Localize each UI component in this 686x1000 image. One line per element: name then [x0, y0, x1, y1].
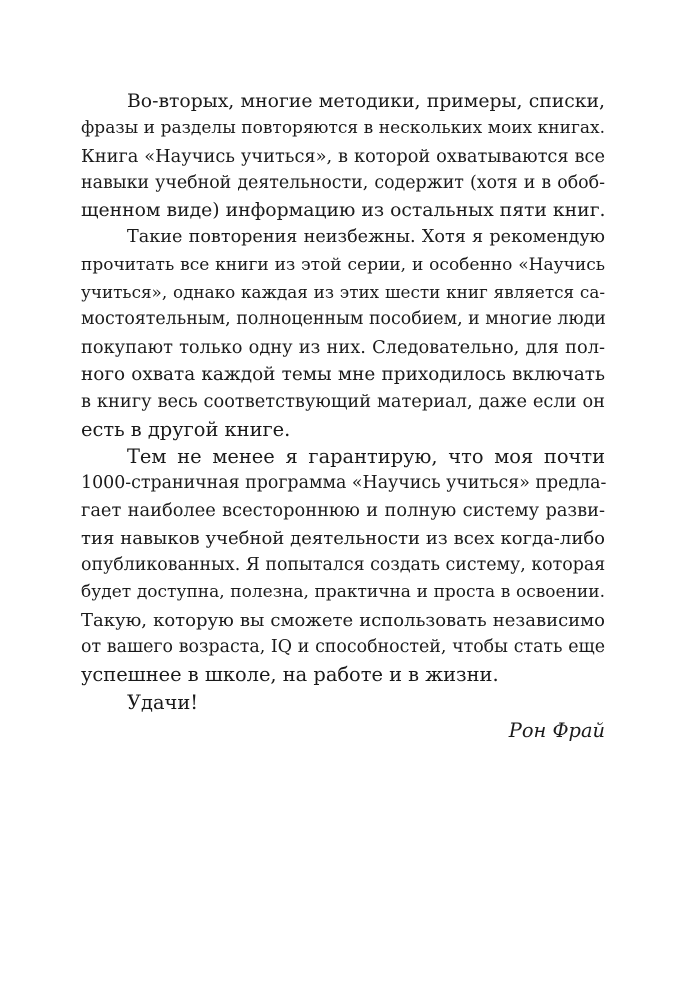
- text-line: 1000-страничная программа «Научись учиться» предла-: [81, 473, 607, 494]
- text-line: Такие повторения неизбежны. Хотя я рекомендую: [127, 227, 605, 248]
- text-line: Книга «Научись учиться», в которой охватываются все: [81, 145, 605, 167]
- paragraph: [81, 88, 605, 224]
- text-line: покупают только одну из них. Следовательно, для пол-: [81, 336, 605, 358]
- paragraph: [81, 443, 605, 689]
- text-line: в книгу весь соответствующий материал, даже если он: [81, 391, 605, 413]
- author-signature: Рон Фрай: [508, 718, 605, 742]
- text-line: мостоятельным, полноценным пособием, и многие люди: [81, 309, 606, 330]
- paragraph: [81, 689, 605, 716]
- text-line: Такую, которую вы сможете использовать независимо: [81, 609, 605, 631]
- paragraph: [81, 224, 605, 442]
- text-line: прочитать все книги из этой серии, и особенно «Научись: [81, 254, 605, 275]
- text-line: учиться», однако каждая из этих шести книг является са-: [81, 282, 605, 303]
- text-line: опубликованных. Я попытался создать систему, которая: [81, 555, 606, 576]
- text-line: Тем не менее я гарантирую, что моя почти: [127, 444, 605, 468]
- text-line: гает наиболее всестороннюю и полную систему разви-: [81, 500, 605, 522]
- text-line: ного охвата каждой темы мне приходилось включать: [81, 363, 605, 385]
- text-line: успешнее в школе, на работе и в жизни.: [81, 663, 499, 687]
- text-line: щенном виде) информацию из остальных пяти книг.: [81, 200, 606, 222]
- text-line: навыки учебной деятельности, содержит (хотя и в обоб-: [81, 172, 605, 193]
- text-line: тия навыков учебной деятельности из всех когда-либо: [81, 527, 605, 549]
- text-line: Во-вторых, многие методики, примеры, списки,: [127, 91, 605, 112]
- text-line: Удачи!: [127, 690, 199, 714]
- text-line: от вашего возраста, IQ и способностей, чтобы стать еще: [81, 636, 605, 657]
- text-line: есть в другой книге.: [81, 417, 291, 441]
- text-line: фразы и разделы повторяются в нескольких моих книгах.: [81, 118, 605, 139]
- book-page: [81, 88, 605, 744]
- text-line: будет доступна, полезна, практична и проста в освоении.: [81, 582, 605, 603]
